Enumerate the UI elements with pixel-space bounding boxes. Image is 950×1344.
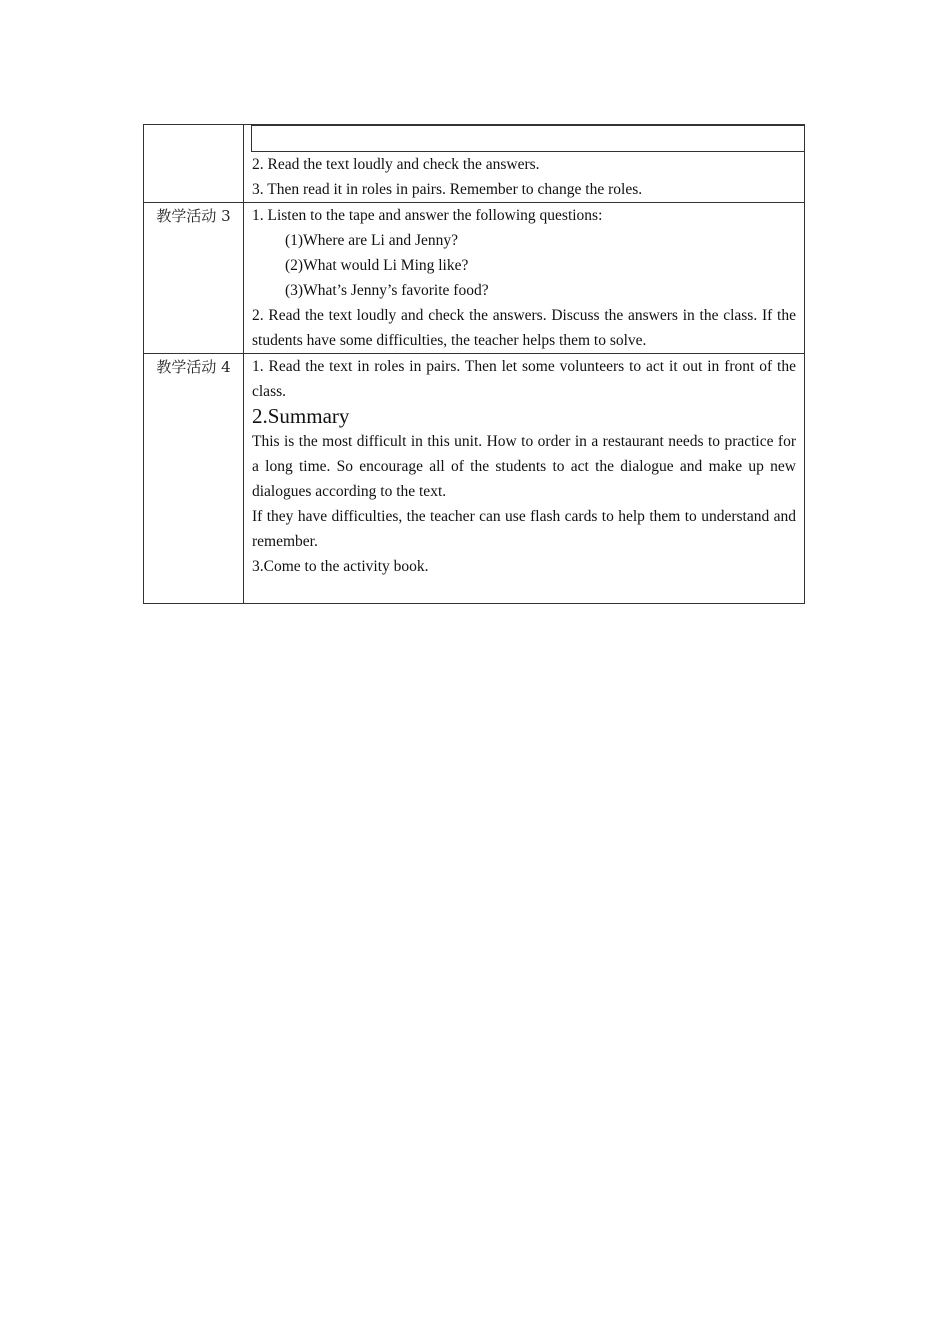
row-content-cell (244, 203, 805, 354)
inner-empty-box (251, 125, 804, 152)
row-content-cell (244, 354, 805, 604)
summary-paragraph-1: This is the most difficult in this unit. How to order in a restaurant needs to practice for a long time. So encourage all of the students to act the dialogue and make up new dialogues according to the text. (252, 433, 796, 500)
row-content (244, 354, 804, 579)
step-3-text: 3. Then read it in roles in pairs. Remember to change the roles. (252, 181, 643, 198)
step-2-text: 2. Read the text loudly and check the answers. (252, 156, 540, 173)
summary-paragraph-2: If they have difficulties, the teacher can use flash cards to help them to understand and remember. (252, 508, 796, 550)
table-row (144, 203, 805, 354)
activity-book-text: 3.Come to the activity book. (252, 558, 429, 575)
lesson-plan-table (143, 124, 805, 604)
row-label-cell (144, 354, 244, 604)
question-2: (2)What would Li Ming like? (285, 257, 469, 274)
row-label: 教学活动 4 (156, 358, 231, 376)
listen-instruction: 1. Listen to the tape and answer the following questions: (252, 207, 603, 224)
row-label: 教学活动 3 (156, 207, 231, 225)
table-row (144, 354, 805, 604)
row-label-cell (144, 203, 244, 354)
row-label-cell (144, 125, 244, 203)
summary-heading: 2.Summary (252, 404, 350, 428)
question-3: (3)What’s Jenny’s favorite food? (285, 282, 489, 299)
row-content-cell (244, 125, 805, 203)
row-content (244, 125, 804, 202)
row-content (244, 203, 804, 353)
roles-text: 1. Read the text in roles in pairs. Then let some volunteers to act it out in front of the class. (252, 358, 796, 400)
question-1: (1)Where are Li and Jenny? (285, 232, 458, 249)
table-row (144, 125, 805, 203)
read-discuss-text: 2. Read the text loudly and check the answers. Discuss the answers in the class. If the students have some difficulties, the teacher helps them to solve. (252, 307, 796, 349)
row-label (144, 125, 243, 126)
